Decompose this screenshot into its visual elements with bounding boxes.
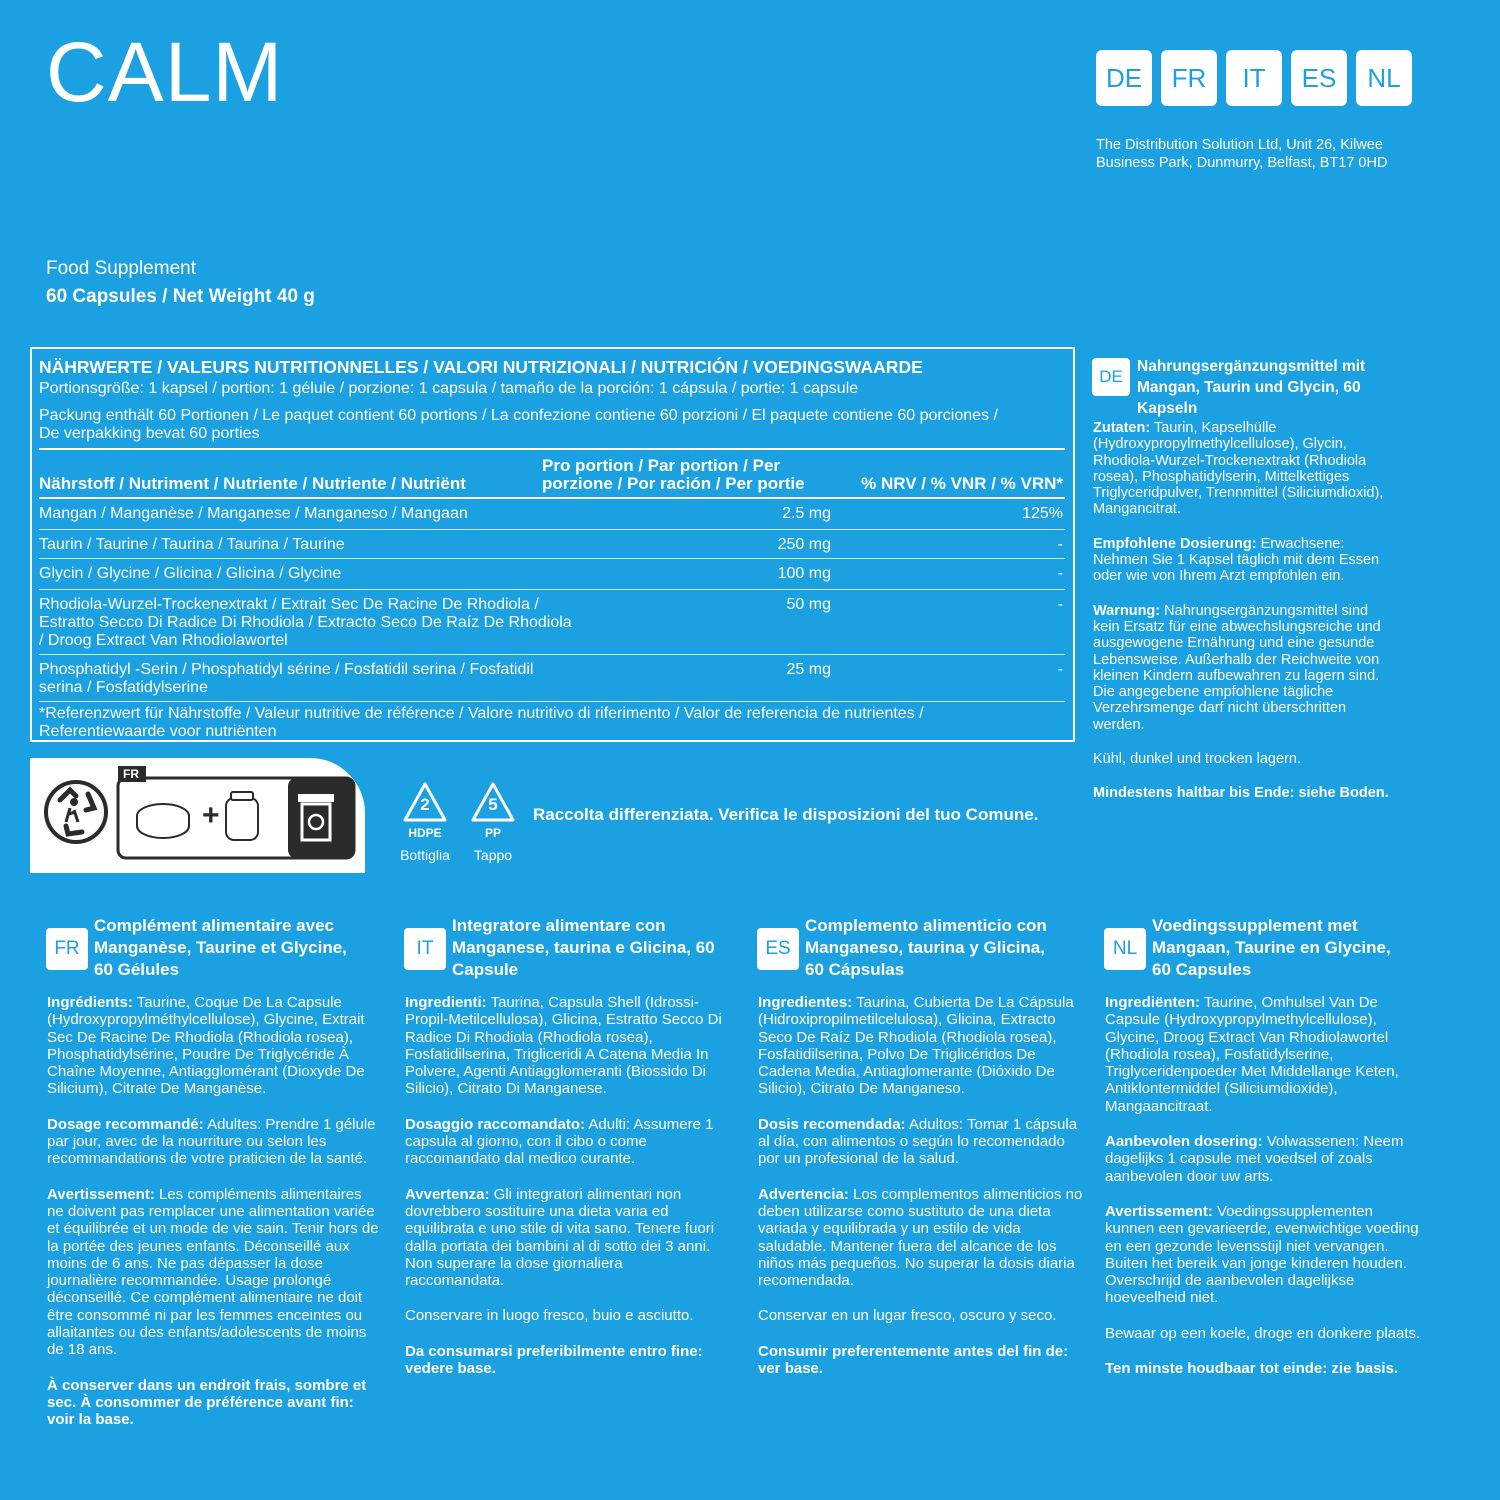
hdpe-label: HDPE <box>408 826 442 840</box>
de-title: Nahrungsergänzungsmittel mit Mangan, Taurin und Glycin, 60 Kapseln <box>1137 358 1366 417</box>
nutrient-amount: 25 mg <box>786 661 831 678</box>
supplement-info <box>46 258 315 308</box>
lang-badge-it: IT <box>404 928 446 970</box>
nutrient-name: Taurin / Taurine / Taurina / Taurina / Taurine <box>39 536 345 553</box>
fr-title: Complément alimentaire avec Manganèse, Taurine et Glycine, 60 Gélules <box>94 916 347 979</box>
es-best-before: Consumir preferentemente antes del fin de: ver base. <box>758 1342 1069 1378</box>
de-dosage-label: Empfohlene Dosierung: <box>1093 535 1257 552</box>
table-row <box>39 559 1065 590</box>
fr-dosage-text: Adultes: Prendre 1 gélule par jour, avec de la nourriture ou selon les recommandations de votre praticien de la santé. <box>47 1115 376 1168</box>
nutrition-table <box>30 347 1075 742</box>
pp-code: 5 <box>488 795 498 814</box>
fr-ingredients <box>47 994 382 1098</box>
de-ingredients-label: Zutaten: <box>1093 420 1151 436</box>
fr-warning-text: Les compléments alimentaires ne doivent pas remplacer une alimentation variée et équilibrée et un mode de vie sain. Tenir hors de la portée des jeunes enfants. Déconseillé aux moins de 6 ans. Ne pas dépasser la dose journalière recommandée. Usage prolongé déconseillé. Ce complément alimentaire ne doit être consommé ni par les femmes enceintes ou allaitantes ou des enfants/adolescents de moins de 18 ans. <box>47 1185 379 1359</box>
nutrient-name: Phosphatidyl -Serin / Phosphatidyl sérine / Fosfatidil serina / Fosfatidil serina / Fosfatidylserine <box>39 661 534 696</box>
it-best-before: Da consumarsi preferibilmente entro fine: vedere base. <box>405 1342 703 1378</box>
es-column <box>758 994 1083 1377</box>
fr-ingredients-label: Ingrédients: <box>47 994 133 1011</box>
de-ingredients <box>1093 420 1393 518</box>
recycling-panel <box>30 758 365 873</box>
fr-warning <box>47 1186 382 1359</box>
col-header-nrv: % NRV / % VNR / % VRN* <box>861 474 1063 493</box>
it-dosage-text: Adulti: Assumere 1 capsula al giorno, con il cibo o come raccomandato dal medico curante. <box>405 1115 714 1168</box>
it-warning-text: Gli integratori alimentari non dovrebbero sostituire una dieta varia ed equilibrata e uno stile di vita sano. Tenere fuori dalla portata dei bambini al di sotto dei 3 anni. Non superare la dose giornaliera raccomandata. <box>405 1185 715 1290</box>
fr-ingredients-text: Taurine, Coque De La Capsule (Hydroxypropylméthylcellulose), Glycine, Extrait Sec De Racine De Rhodiola (Rhodiola rosea), Phosphatidylsérine, Poudre De Triglycéride À Chaîne Moyenne, Antiagglomérant (Dioxyde De Silicium), Citrate De Manganèse. <box>47 994 365 1098</box>
nutrient-nrv: - <box>1057 536 1063 553</box>
it-column <box>405 994 725 1377</box>
lang-badge-de: DE <box>1092 358 1130 396</box>
fr-dosage-label: Dosage recommandé: <box>47 1115 204 1133</box>
de-warning-text: Nahrungsergänzungsmittel sind kein Ersatz für eine abwechslungsreiche und ausgewogene Ernährung und eine gesunde Lebensweise. Außerhalb der Reichweite von kleinen Kindern aufbewahren zu lagern sind. Die angegebene empfohlene tägliche Verzehrsmenge darf nicht überschritten werden. <box>1093 602 1381 733</box>
es-storage: Conservar en un lugar fresco, oscuro y seco. <box>758 1307 1057 1325</box>
lang-badge-es: ES <box>1291 50 1347 106</box>
table-row <box>39 590 1065 655</box>
nutrient-name: Rhodiola-Wurzel-Trockenextrakt / Extrait Sec De Racine De Rhodiola / Estratto Secco Di Radice Di Rhodiola / Extracto Seco De Raíz De Rhodiola / Droog Extract Van Rhodiolawortel <box>39 596 572 649</box>
it-warning-label: Avvertenza: <box>405 1185 490 1203</box>
es-warning-label: Advertencia: <box>758 1185 849 1203</box>
pp-label: PP <box>484 826 501 840</box>
nrv-footnote: *Referenzwert für Nährstoffe / Valeur nutritive de référence / Valore nutritivo di riferimento / Valor de referencia de nutrientes / Referentiewaarde voor nutriënten <box>39 705 924 740</box>
recycling-note: Raccolta differenziata. Verifica le disposizioni del tuo Comune. <box>533 805 1039 824</box>
it-title: Integratore alimentare con Manganese, taurina e Glicina, 60 Capsule <box>452 916 715 979</box>
es-warning-text: Los complementos alimenticios no deben utilizarse como sustituto de una dieta variada y equilibrada y un estilo de vida saludable. Mantener fuera del alcance de los niños más pequeños. No superar la dosis diaria recomendada. <box>758 1185 1083 1290</box>
table-divider <box>39 448 1065 450</box>
fr-best-before: À conserver dans un endroit frais, sombre et sec. À consommer de préférence avant fin: voir la base. <box>47 1376 367 1429</box>
es-title: Complemento alimenticio con Manganeso, taurina y Glicina, 60 Cápsulas <box>805 916 1047 979</box>
language-badges <box>1096 50 1412 106</box>
nl-warning <box>1105 1203 1425 1307</box>
lang-badge-fr: FR <box>46 928 88 970</box>
brand-title: CALM <box>46 25 284 119</box>
fr-tag: FR <box>123 767 139 781</box>
de-ingredients-text: Taurin, Kapselhülle (Hydroxypropylmethylcellulose), Glycin, Rhodiola-Wurzel-Trockenextrakt (Rhodiola rosea), Phosphatidylserin, Mittelkettiges Triglyceridpulver, Trennmittel (Siliciumdioxid), Mangancitrat. <box>1093 420 1384 518</box>
distributor-address: The Distribution Solution Ltd, Unit 26, Kilwee Business Park, Dunmurry, Belfast, BT17 0HD <box>1096 137 1388 171</box>
es-ingredients <box>758 994 1083 1098</box>
nl-dosage-label: Aanbevolen dosering: <box>1105 1133 1263 1151</box>
nutrient-nrv: - <box>1057 661 1063 678</box>
it-warning <box>405 1186 725 1290</box>
lang-badge-nl: NL <box>1104 928 1146 970</box>
it-dosage <box>405 1116 725 1168</box>
de-best-before: Mindestens haltbar bis Ende: siehe Boden. <box>1093 785 1389 802</box>
de-dosage <box>1093 536 1393 585</box>
lang-badge-de: DE <box>1096 50 1152 106</box>
table-row <box>39 499 1065 530</box>
supplement-type: Food Supplement <box>46 258 196 279</box>
nl-title: Voedingssupplement met Mangaan, Taurine en Glycine, 60 Capsules <box>1152 916 1391 979</box>
nl-dosage <box>1105 1133 1425 1185</box>
table-row <box>39 530 1065 559</box>
it-ingredients-label: Ingredienti: <box>405 994 487 1011</box>
nutrient-amount: 250 mg <box>777 536 831 553</box>
es-ingredients-label: Ingredientes: <box>758 994 853 1011</box>
nl-ingredients <box>1105 994 1425 1115</box>
it-ingredients-text: Taurina, Capsula Shell (Idrossi-Propil-Metilcellulosa), Glicina, Estratto Secco Di Radice Di Rhodiola (Rhodiola rosea), Fosfatidilserina, Trigliceridi A Catena Media In Polvere, Agenti Antiagglomeranti (Biossido Di Silicio), Citrato Di Manganese. <box>405 994 722 1098</box>
fr-dosage <box>47 1116 382 1168</box>
portion-size: Portionsgröße: 1 kapsel / portion: 1 gélule / porzione: 1 capsula / tamaño de la porción: 1 cápsula / portie: 1 capsule <box>39 380 859 397</box>
de-warning <box>1093 603 1393 733</box>
nutrient-amount: 100 mg <box>777 565 831 582</box>
it-ingredients <box>405 994 725 1098</box>
it-storage: Conservare in luogo fresco, buio e asciutto. <box>405 1307 694 1325</box>
nutrient-nrv: - <box>1057 565 1063 582</box>
nutrient-name: Glycin / Glycine / Glicina / Glicina / Glycine <box>39 565 342 582</box>
lang-badge-fr: FR <box>1161 50 1217 106</box>
de-column <box>1093 420 1393 802</box>
svg-text:+: + <box>202 799 220 832</box>
nl-column <box>1105 994 1425 1377</box>
lang-badge-nl: NL <box>1356 50 1412 106</box>
it-dosage-label: Dosaggio raccomandato: <box>405 1115 586 1133</box>
de-storage: Kühl, dunkel und trocken lagern. <box>1093 751 1301 768</box>
nutrition-header: NÄHRWERTE / VALEURS NUTRITIONNELLES / VALORI NUTRIZIONALI / NUTRICIÓN / VOEDINGSWAARDE <box>39 357 923 377</box>
nl-ingredients-text: Taurine, Omhulsel Van De Capsule (Hydroxypropylmethylcellulose), Glycine, Droog Extract Van Rhodiolawortel (Rhodiola rosea), Fosfatidylserine, Triglyceridenpoeder Met Middellange Keten, Antiklontermiddel (Siliciumdioxide), Mangaancitraat. <box>1105 994 1399 1115</box>
de-dosage-text: Erwachsene: Nehmen Sie 1 Kapsel täglich mit dem Essen oder wie von Ihrem Arzt empfohlen ein. <box>1093 535 1380 585</box>
hdpe-item: Bottiglia <box>400 847 450 863</box>
lang-badge-it: IT <box>1226 50 1282 106</box>
col-header-nutrient: Nährstoff / Nutriment / Nutriente / Nutriente / Nutriënt <box>39 474 466 493</box>
nl-warning-label: Avertissement: <box>1105 1202 1213 1220</box>
nl-warning-text: Voedingssupplementen kunnen een gevarieerde, evenwichtige voeding en een gezonde levensstijl niet vervangen. Buiten het bereik van jonge kinderen houden. Overschrijd de aanbevolen dagelijkse hoeveelheid niet. <box>1105 1202 1419 1307</box>
nutrient-nrv: - <box>1057 596 1063 613</box>
nutrient-nrv: 125% <box>1022 505 1063 522</box>
fr-column <box>47 994 382 1429</box>
nl-best-before: Ten minste houdbaar tot einde: zie basis. <box>1105 1360 1399 1378</box>
es-dosage-label: Dosis recomendada: <box>758 1115 906 1133</box>
packaging-icons <box>130 786 360 850</box>
es-dosage-text: Adultos: Tomar 1 cápsula al día, con alimentos o según lo recomendado por un profesional de la salud. <box>758 1115 1078 1168</box>
net-weight: 60 Capsules / Net Weight 40 g <box>46 286 315 307</box>
col-header-portion: Pro portion / Par portion / Per porzione / Por ración / Per portie <box>542 456 805 493</box>
table-row <box>39 655 1065 702</box>
nl-storage: Bewaar op een koele, droge en donkere plaats. <box>1105 1324 1421 1342</box>
nl-ingredients-label: Ingrediënten: <box>1105 994 1201 1011</box>
pp-item: Tappo <box>473 847 513 863</box>
nl-dosage-text: Volwassenen: Neem dagelijks 1 capsule met voedsel of zoals aanbevolen door uw arts. <box>1105 1133 1404 1185</box>
de-warning-label: Warnung: <box>1093 602 1161 619</box>
nutrient-amount: 2.5 mg <box>782 505 831 522</box>
fr-warning-label: Avertissement: <box>47 1185 155 1203</box>
es-dosage <box>758 1116 1083 1168</box>
lang-badge-es: ES <box>757 928 799 970</box>
es-warning <box>758 1186 1083 1290</box>
es-ingredients-text: Taurina, Cubierta De La Cápsula (Hidroxipropilmetilcelulosa), Glicina, Extracto Seco De Raíz De Rhodiola (Rhodiola rosea), Fosfatidilserina, Polvo De Triglicéridos De Cadena Media, Antiaglomerante (Dióxido De Silicio), Citrato De Manganeso. <box>758 994 1074 1098</box>
nutrient-name: Mangan / Manganèse / Manganese / Manganeso / Mangaan <box>39 505 468 522</box>
nutrient-amount: 50 mg <box>786 596 831 613</box>
hdpe-code: 2 <box>420 795 430 814</box>
pack-contents: Packung enthält 60 Portionen / Le paquet contient 60 portions / La confezione contiene 60 porzioni / El paquete contiene 60 porciones / De verpakking bevat 60 porties <box>39 407 998 442</box>
